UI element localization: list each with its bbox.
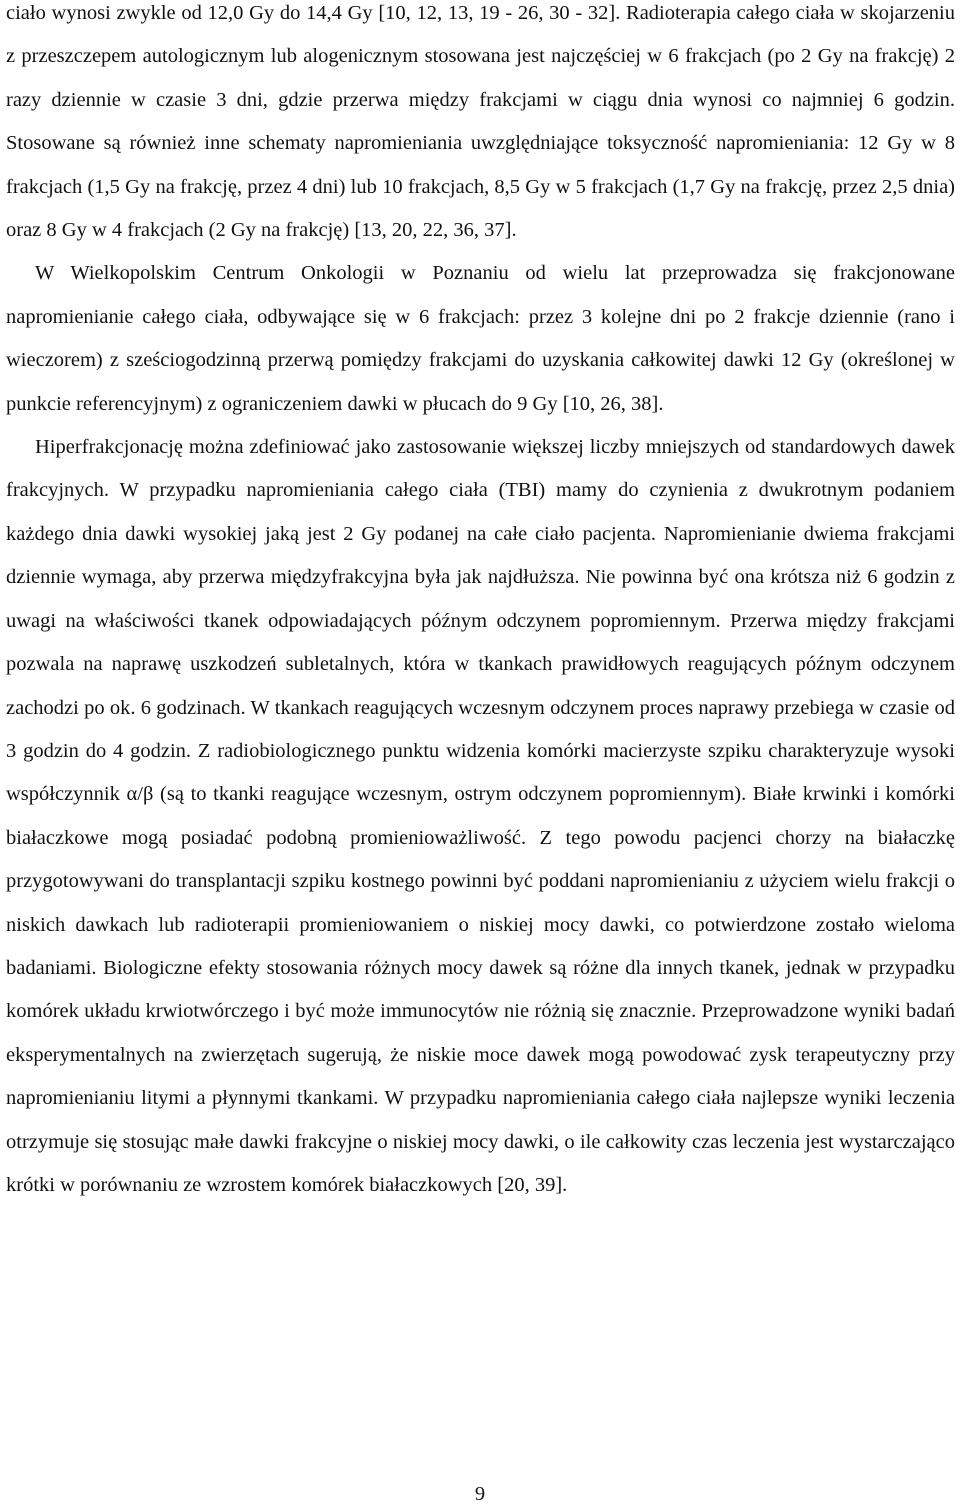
page-number: 9	[474, 1483, 486, 1505]
paragraph-2: W Wielkopolskim Centrum Onkologii w Poznaniu od wielu lat przeprowadza się frakcjonowane napromienianie całego ciała, odbywające się w 6 frakcjach: przez 3 kolejne dni po 2 frakcje dziennie (rano i wieczorem) z sześciogodzinną przerwą pomiędzy frakcjami do uzyskania całkowitej dawki 12 Gy (określonej w punkcie referencyjnym) z ograniczeniem dawki w płucach do 9 Gy [10, 26, 38].	[6, 262, 955, 415]
paragraph-3: Hiperfrakcjonację można zdefiniować jako zastosowanie większej liczby mniejszych od standardowych dawek frakcyjnych. W przypadku napromieniania całego ciała (TBI) mamy do czynienia z dwukrotnym podaniem każdego dnia dawki wysokiej jaką jest 2 Gy podanej na całe ciało pacjenta. Napromienianie dwiema frakcjami dziennie wymaga, aby przerwa międzyfrakcyjna była jak najdłuższa. Nie powinna być ona krótsza niż 6 godzin z uwagi na właściwości tkanek odpowiadających późnym odczynem popromiennym. Przerwa między frakcjami pozwala na naprawę uszkodzeń subletalnych, która w tkankach prawidłowych reagujących późnym odczynem zachodzi po ok. 6 godzinach. W tkankach reagujących wczesnym odczynem proces naprawy przebiega w czasie od 3 godzin do 4 godzin. Z radiobiologicznego punktu widzenia komórki macierzyste szpiku charakteryzuje wysoki współczynnik α/β (są to tkanki reagujące wczesnym, ostrym odczynem popromiennym). Białe krwinki i komórki białaczkowe mogą posiadać podobną promienioważliwość. Z tego powodu pacjenci chorzy na białaczkę przygotowywani do transplantacji szpiku kostnego powinni być poddani napromienianiu z użyciem wielu frakcji o niskich dawkach lub radioterapii promieniowaniem o niskiej mocy dawki, co potwierdzone zostało wieloma badaniami. Biologiczne efekty stosowania różnych mocy dawek są różne dla innych tkanek, jednak w przypadku komórek układu krwiotwórczego i być może immunocytów nie różnią się znacznie. Przeprowadzone wyniki badań eksperymentalnych na zwierzętach sugerują, że niskie moce dawek mogą powodować zysk terapeutyczny przy napromienianiu litymi a płynnymi tkankami. W przypadku napromieniania całego ciała najlepsze wyniki leczenia otrzymuje się stosując małe dawki frakcyjne o niskiej mocy dawki, o ile całkowity czas leczenia jest wystarczająco krótki w porównaniu ze wzrostem komórek białaczkowych [20, 39].	[6, 436, 955, 1196]
document-body	[6, 0, 955, 1207]
paragraph-1: ciało wynosi zwykle od 12,0 Gy do 14,4 Gy [10, 12, 13, 19 - 26, 30 - 32]. Radioterapia całego ciała w skojarzeniu z przeszczepem autologicznym lub alogenicznym stosowana jest najczęściej w 6 frakcjach (po 2 Gy na frakcję) 2 razy dziennie w czasie 3 dni, gdzie przerwa między frakcjami w ciągu dnia wynosi co najmniej 6 godzin. Stosowane są również inne schematy napromieniania uwzględniające toksyczność napromieniania: 12 Gy w 8 frakcjach (1,5 Gy na frakcję, przez 4 dni) lub 10 frakcjach, 8,5 Gy w 5 frakcjach (1,7 Gy na frakcję, przez 2,5 dnia) oraz 8 Gy w 4 frakcjach (2 Gy na frakcję) [13, 20, 22, 36, 37].	[6, 2, 955, 242]
